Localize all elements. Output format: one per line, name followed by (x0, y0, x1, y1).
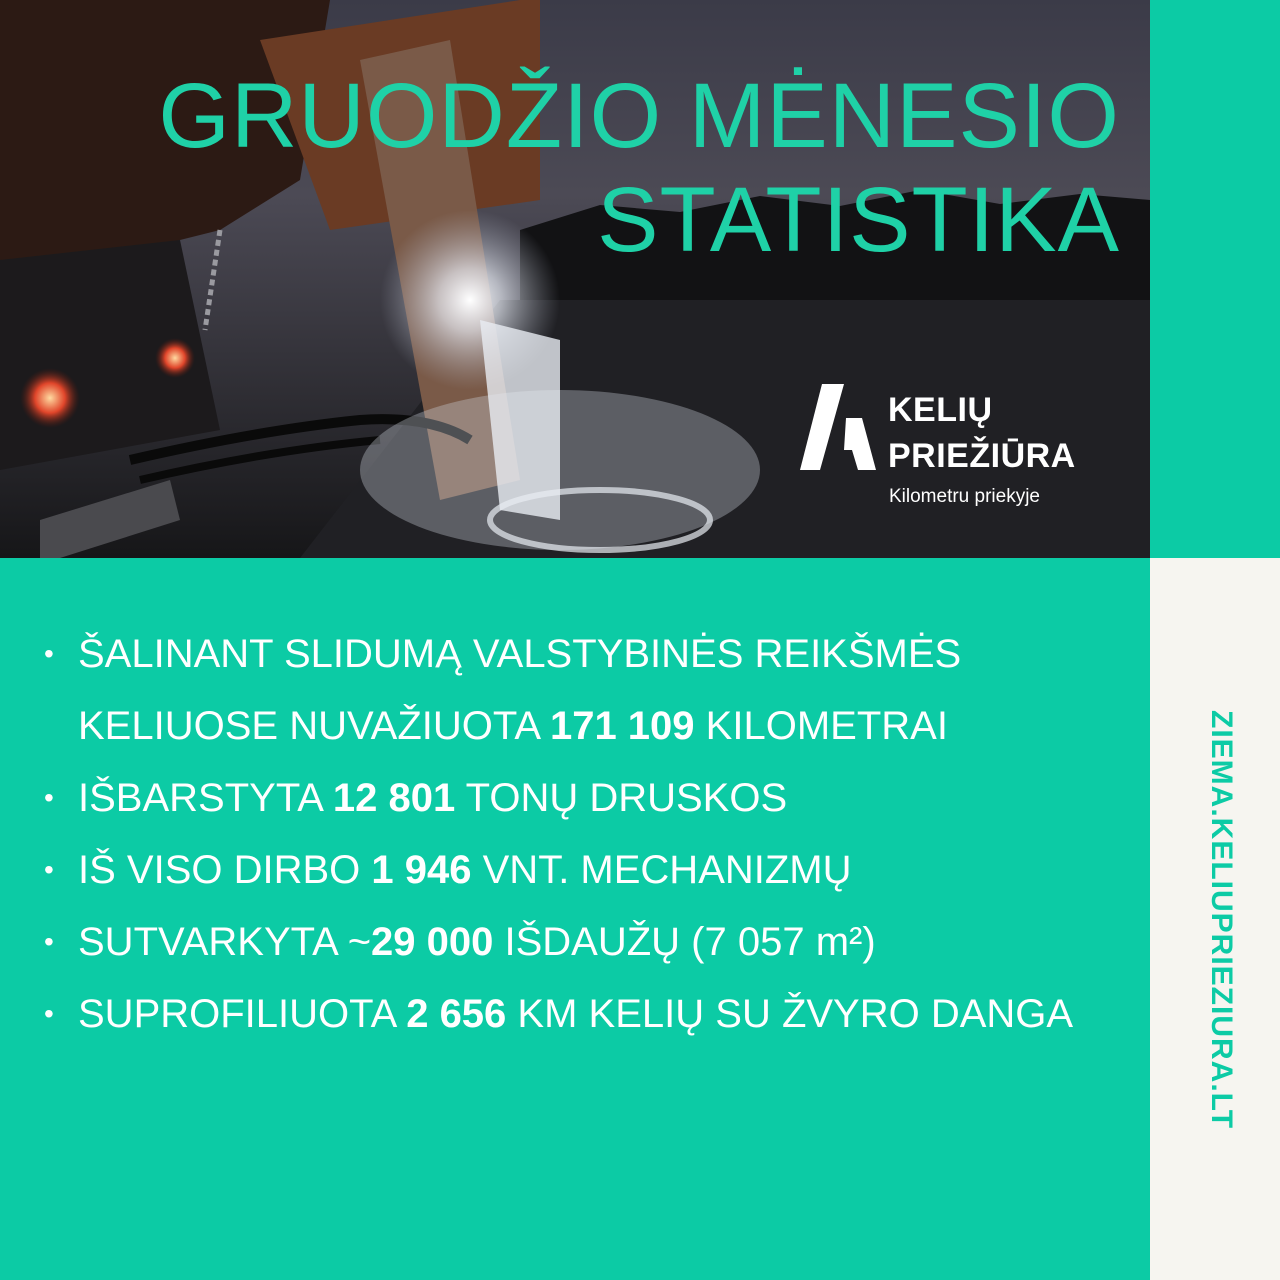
stat-number: 171 109 (549, 704, 695, 748)
side-accent-top (1150, 0, 1280, 558)
stat-item-gravel (44, 978, 1124, 1050)
stat-text: IŠBARSTYTA (78, 776, 333, 820)
stat-text: IŠ VISO DIRBO (78, 848, 372, 892)
stat-item-distance (44, 618, 1124, 762)
stat-text: KM KELIŲ SU ŽVYRO DANGA (506, 992, 1074, 1036)
stat-number: 1 946 (371, 848, 472, 892)
stat-text: KILOMETRAI (694, 704, 948, 748)
stat-text: ŠALINANT SLIDUMĄ VALSTYBINĖS REIKŠMĖS KELIUOSE NUVAŽIUOTA (78, 632, 962, 748)
logo-line-2: PRIEŽIŪRA (888, 437, 1076, 475)
stat-item-potholes (44, 906, 1124, 978)
stat-text: TONŲ DRUSKOS (455, 776, 788, 820)
title-line-2: STATISTIKA (597, 169, 1120, 271)
stat-item-machines (44, 834, 1124, 906)
stat-number: 29 000 (371, 920, 494, 964)
website-url: ZIEMA.KELIUPRIEZIURA.LT (1205, 710, 1238, 1130)
keliu-prieziura-logo-mark-icon (800, 384, 876, 474)
title-line-1: GRUODŽIO MĖNESIO (158, 65, 1120, 167)
logo-line-1: KELIŲ (888, 391, 993, 429)
stat-number: 12 801 (332, 776, 456, 820)
brand-logo (800, 384, 1120, 514)
stat-item-salt (44, 762, 1124, 834)
stat-text: SUTVARKYTA ~ (78, 920, 372, 964)
stat-number: 2 656 (406, 992, 507, 1036)
page-title (158, 64, 1120, 272)
stat-text: VNT. MECHANIZMŲ (471, 848, 852, 892)
stats-list (44, 618, 1124, 1050)
logo-tagline: Kilometru priekyje (889, 486, 1040, 507)
hero-photo (0, 0, 1150, 558)
stat-text: IŠDAUŽŲ (7 057 m²) (493, 920, 876, 964)
stat-text: SUPROFILIUOTA (78, 992, 407, 1036)
